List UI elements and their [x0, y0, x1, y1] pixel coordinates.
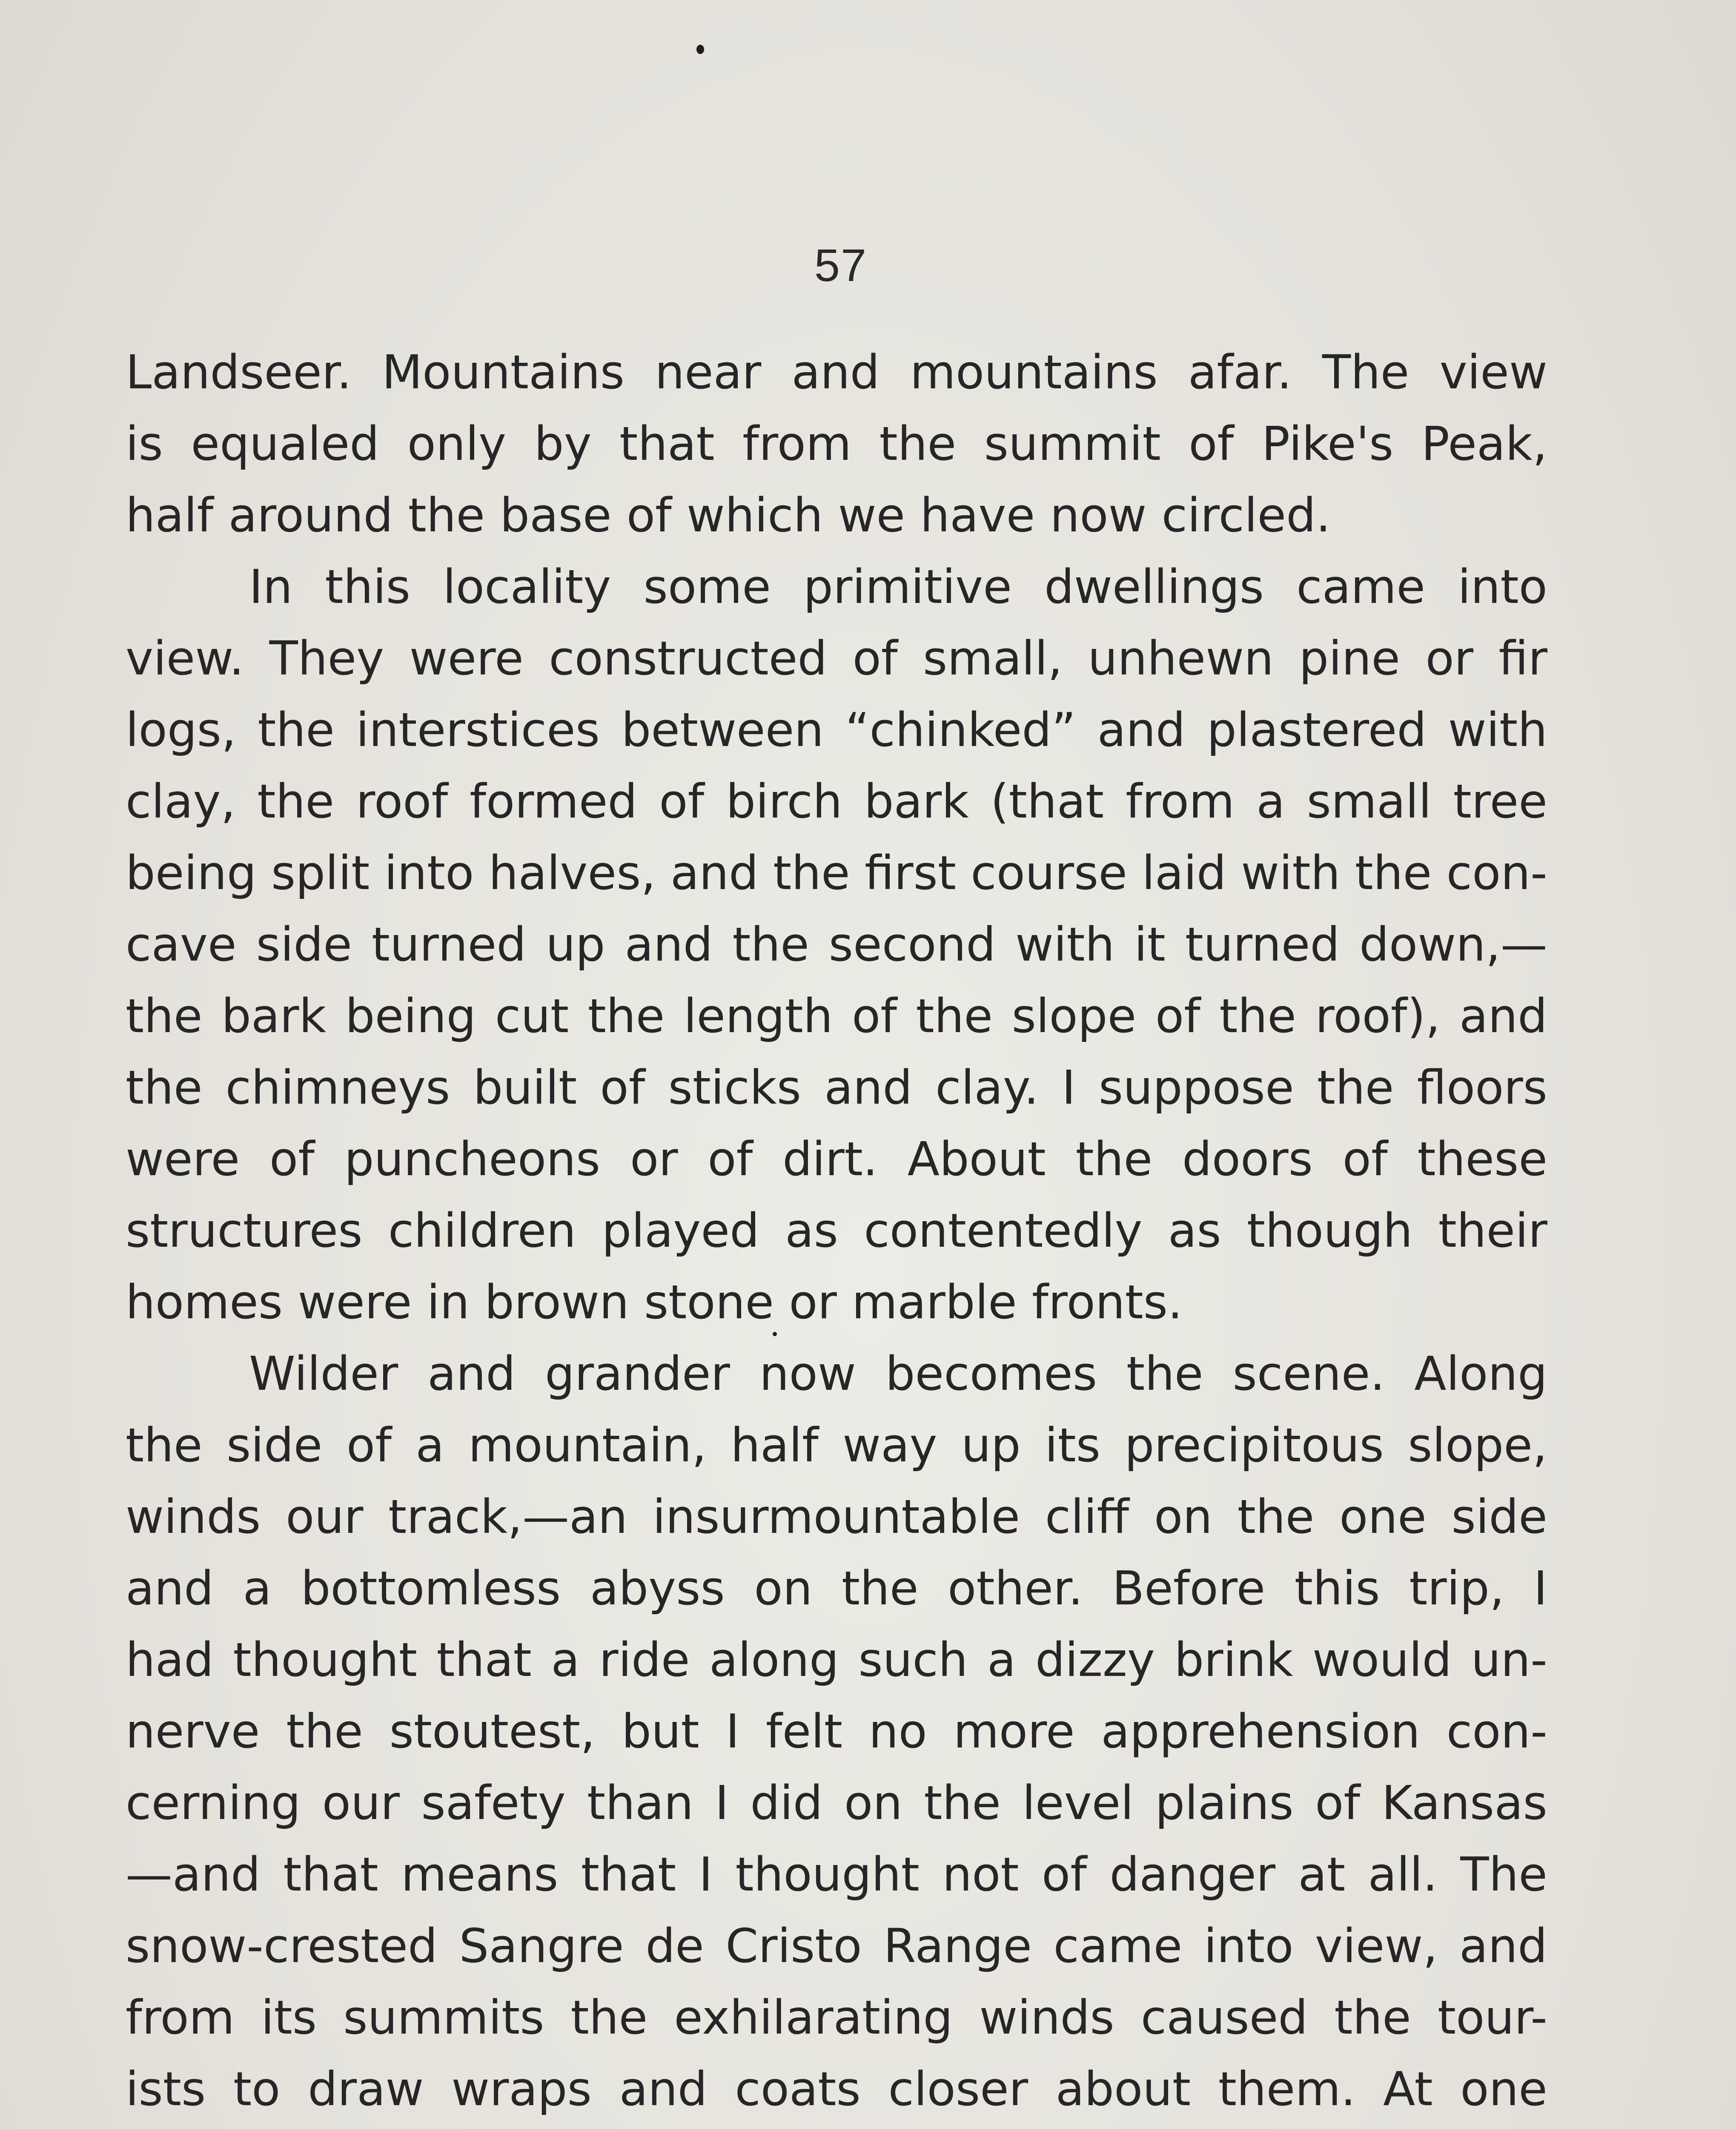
paragraph: [126, 1338, 1547, 2129]
ink-speck: [773, 1332, 777, 1336]
text-line: [126, 2125, 1547, 2129]
body-text: [126, 336, 1547, 2129]
page-number: 57: [814, 239, 868, 291]
text-line: In this locality some primitive dwellings came into: [249, 560, 1547, 614]
text-line: structures children played as contentedly as though their: [126, 1203, 1547, 1258]
text-line: nerve the stoutest, but I felt no more apprehension con-: [126, 1704, 1547, 1759]
text-line: winds our track,—an insurmountable cliff on the one side: [126, 1489, 1547, 1544]
text-line: view. They were constructed of small, unhewn pine or fir: [126, 631, 1547, 686]
text-line: had thought that a ride along such a dizzy brink would un-: [126, 1633, 1547, 1687]
text-line: homes were in brown stone or marble fronts.: [126, 1275, 1183, 1329]
text-line: Wilder and grander now becomes the scene. Along: [249, 1346, 1547, 1401]
text-line: from its summits the exhilarating winds caused the tour-: [126, 1990, 1547, 2045]
text-line: being split into halves, and the first course laid with the con-: [126, 846, 1547, 900]
text-line: clay, the roof formed of birch bark (that from a small tree: [126, 774, 1547, 829]
text-line: logs, the interstices between “chinked” and plastered with: [126, 703, 1547, 757]
paragraph: [126, 551, 1547, 1338]
text-line: the bark being cut the length of the slope of the roof), and: [126, 989, 1547, 1043]
text-line: Landseer. Mountains near and mountains afar. The view: [126, 345, 1547, 399]
text-line: were of puncheons or of dirt. About the doors of these: [126, 1132, 1547, 1186]
text-line: the chimneys built of sticks and clay. I suppose the floors: [126, 1060, 1547, 1115]
text-line: —and that means that I thought not of danger at all. The: [126, 1847, 1547, 1902]
text-line: and a bottomless abyss on the other. Before this trip, I: [126, 1561, 1547, 1615]
text-line: is equaled only by that from the summit of Pike's Peak,: [126, 416, 1547, 471]
text-line: half around the base of which we have now circled.: [126, 488, 1331, 542]
text-line: cave side turned up and the second with it turned down,—: [126, 917, 1547, 972]
text-line: ists to draw wraps and coats closer about them. At one: [126, 2062, 1547, 2116]
text-line: cerning our safety than I did on the level plains of Kansas: [126, 1776, 1547, 1830]
text-line: snow-crested Sangre de Cristo Range came into view, and: [126, 1919, 1547, 1973]
ink-speck: [696, 45, 704, 54]
text-line: the side of a mountain, half way up its precipitous slope,: [126, 1418, 1547, 1472]
paragraph: [126, 336, 1547, 551]
